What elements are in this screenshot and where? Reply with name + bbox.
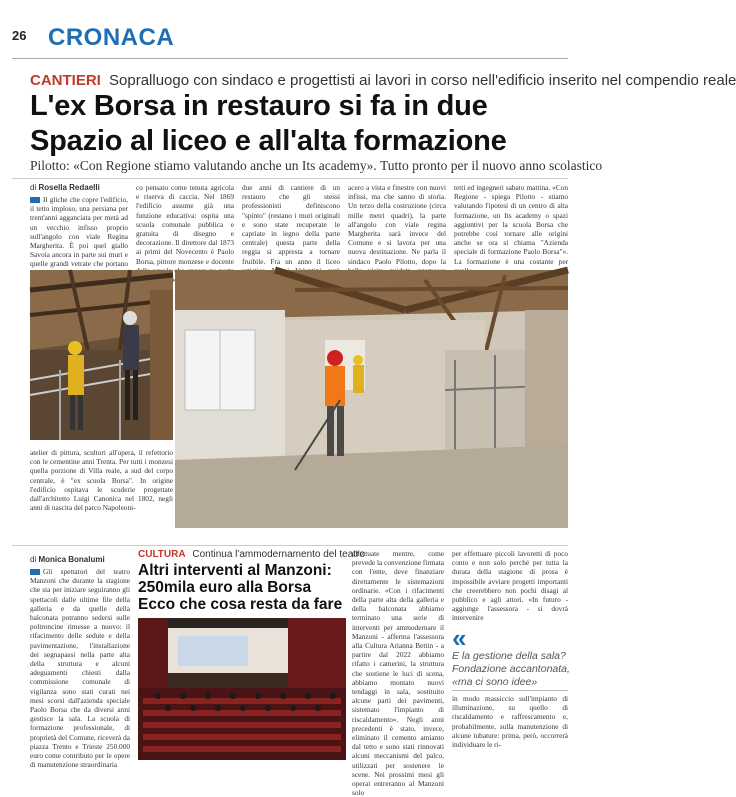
main-headline-line1: L'ex Borsa in restauro si fa in due [30,90,488,122]
main-byline-prefix: di [30,183,37,192]
main-byline [30,183,100,192]
main-headline-line2: Spazio al liceo e all'alta formazione [30,125,507,157]
pull-quote: E la gestione della sala? Fondazione accantonata, «ma ci sono idee» [452,650,570,688]
main-col5-top: tetti ed ingegneri sabato mattina. «Con Regione - spiega Pilotto - stiamo valutando l'ipotesi di un centro di alta formazione, un Its academy o spazi aggiuntivi per la scuola Borsa che potrebbe così tornare alle origini anche se ora si chiama "Azienda speciale di formazione Paolo Borsa"». La formazione è una costante per [454,183,568,266]
second-headline-line1: Altri interventi al Manzoni: [138,562,332,579]
second-kicker-label: CULTURA [138,549,186,560]
subhead-divider [12,178,568,179]
second-col1: Gli spettatori del teatro Manzoni che durante la stagione che sta per iniziare seguiranno gli spettacoli dalle ultime file della galleria e da quelle della balconata potranno sedersi sulle poltroncine rimesse a nuovo: il rifacimento delle sedute e della pavimentazione, l'installazione dei segnapassi nella parte alta della struttura e alcuni adeguamenti chiesti dalla commissione comunale di vigilanza sono stati curati nei mesi scorsi dall'azienda speciale Paolo Borsa che da diversi anni gestisce la sala. La scuola di formazione professionale, di proprietà del Comune, riceverà da piazza Trento e Trieste 250.000 euro come contributo per le opere di manutenzione straordinaria [30,567,130,770]
second-byline-author: Monica Bonalumi [38,555,105,564]
scaffolding-photo-image [30,270,173,440]
restoration-photo-image [175,270,568,528]
paragraph-marker-icon [30,197,40,203]
scaffolding-photo [30,270,173,440]
main-col3-top: due anni di cantiere di un restauro che gli stessi professionisti definiscono "spinto" (restano i muri originali e sono state recuperate le capriate in legno della parte centrale) questa parte della reggia si appresta a tornare fruibile. Fra un anno il liceo [242,183,340,266]
main-headline [30,89,570,159]
second-kicker [138,549,365,560]
main-kicker [30,72,736,89]
second-headline [138,562,353,613]
section-title: CRONACA [48,24,175,51]
second-byline-prefix: di [30,555,37,564]
restoration-photo [175,270,568,528]
main-col1-bottom: atelier di pittura, scultori all'opera, il refettorio con le cementine anni Trenta. Per tutti i monzesi quella porzione di Villa reale, a sud del corpo centrale, è "ex scuola Borsa". In origine l'edificio ospitava le scuderie progettate dall'architetto Luigi Canonica nel 1802, negli anni di nascita del parco Napoleoni- [30,448,173,513]
second-byline [30,555,105,564]
main-col4-top: acero a vista e finestre con nuovi infissi, ma che sanno di storia. Un terzo della costruzione (circa mille metri quadri), la parte all'angolo con viale regina Margherita sarà invece del Comune e si lavora per una nuova destinazione. Ne parla il sindaco Paolo Pilotto, dopo la [348,183,446,266]
main-col1-top: Il gliche che copre l'edificio, il tetto imploso, una persiana per trent'anni agganciata per metà ad un vecchio infisso proprio sull'angolo con viale Regina Margherita. È poi quel giallo Savoia ancora in parte sui muri e quelle grandi vetrate che portano [30,195,128,269]
second-col4-bottom: in modo massiccio sull'impianto di illuminazione, su quello di riscaldamento e raffrescamento e, probabilmente, sulla manutenzione di alcune tubature: prima, però, occorrerà individuare le ri- [452,694,568,750]
header-divider [12,58,568,59]
main-kicker-label: CANTIERI [30,72,101,89]
theatre-photo [138,618,346,760]
quote-mark-icon: « [452,623,467,653]
theatre-photo-image [138,618,346,760]
quote-divider [452,690,568,691]
article-divider [12,545,568,546]
main-col2-top: co pensato come tenuta agricola e riserva di caccia. Nel 1869 l'edificio assume già una funzione educativa: ospita una scuola comunale pubblica e gratuita di disegno e decorazione. Il direttore dal 1873 ai primi del Novecento è Paolo Borsa, pittore monzese e docente [136,183,234,266]
second-headline-line3: Ecco che cosa resta da fare [138,596,343,613]
second-col3: effettuate mentre, come prevede la convenzione firmata con l'ente, deve finanziare direttamente le sistemazioni ordinarie. «Con i rifacimenti della parte alta della galleria e della balconata abbiamo terminato una serie di interventi per ammodernare il Manzoni - afferma l'assessora alla Cultura Arianna Bettin - a partire dal 2022 abbiamo rifatto i camerini, la struttura che sostiene le luci di scena, abbiamo montato nuovi tendaggi in sala, sostituito alcune parti dei pavimenti, sistemato l'impianto di riscaldamento». Negli anni precedenti è stato, invece, eliminato il cemento amianto dal tetto e sono stati rinnovati alcuni meccanismi del palco, utilizzati per sostenere le scene. Nei prossimi mesi gli operai entreranno al Manzoni solo [352,549,444,797]
second-col4-top: per effettuare piccoli lavoretti di poco conto e non solo perché per tutta la durata della stagione di prosa è impossibile avviare progetti importanti che creerebbero non pochi disagi al pubblico e agli attori. «In futuro - aggiunge l'assessora - si dovrà intervenire [452,549,568,623]
paragraph-marker-icon [30,569,40,575]
second-headline-line2: 250mila euro alla Borsa [138,579,312,596]
page-number: 26 [12,28,27,43]
main-subhead: Pilotto: «Con Regione stiamo valutando anche un Its academy». Tutto pronto per il nuovo anno scolastico [30,158,603,173]
main-byline-author: Rosella Redaelli [38,183,100,192]
second-kicker-text: Continua l'ammodernamento del teatro [192,549,365,560]
main-kicker-text: Sopralluogo con sindaco e progettisti ai lavori in corso nell'edificio inserito nel compendio reale [109,72,736,89]
